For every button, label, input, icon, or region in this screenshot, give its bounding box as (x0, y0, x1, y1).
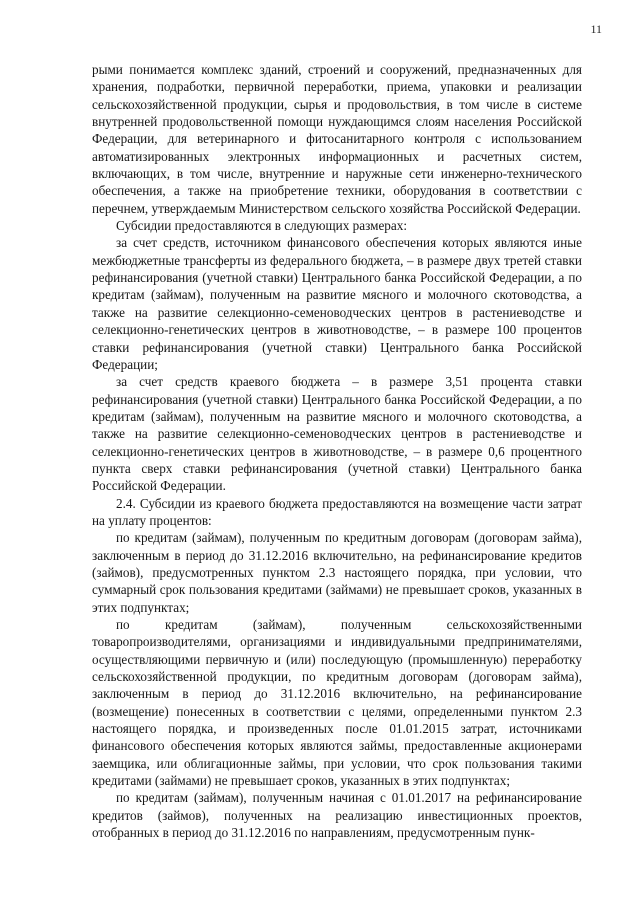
paragraph-regional-budget: за счет средств краевого бюджета – в размере 3,51 процента ставки рефинансирования (учетной ставки) Центрального банка Российской Федерации, а по кредитам (займам), полученным на развитие мясного и молочного скотоводства, а также на развитие селекционно-семеноводческих центров в растениеводстве и селекционно-генетических центров в животноводстве, – в размере 0,6 процентного пункта сверх ставки рефинансирования (учетной ставки) Центрального банка Российской Федерации. (92, 374, 582, 494)
paragraph-loans-from-2017: по кредитам (займам), полученным начиная с 01.01.2017 на рефинансирование кредитов (займов), полученных на реализацию инвестиционных проектов, отобранных в период до 31.12.2016 по направлениям, предусмотренным пунк- (92, 790, 582, 841)
paragraph-clause-2-4: 2.4. Субсидии из краевого бюджета предоставляются на возмещение части затрат на уплату процентов: (92, 495, 582, 528)
paragraph-refinancing-loans: по кредитам (займам), полученным по кредитным договорам (договорам займа), заключенным в период до 31.12.2016 включительно, на рефинансирование кредитов (займов), предусмотренных пунктом 2.3 настоящего порядка, при условии, что суммарный срок пользования кредитами (займами) не превышает сроков, указанных в этих подпунктах; (92, 530, 582, 615)
paragraph-continuation: рыми понимается комплекс зданий, строений и сооружений, предназначенных для хранения, подработки, первичной переработки, приема, упаковки и реализации сельскохозяйственной продукции, сырья и продовольствия, в том числе в системе внутренней продовольственной помощи нуждающимся слоям населения Российской Федерации, для ветеринарного и фитосанитарного контроля с использованием автоматизированных электронных информационных и расчетных систем, включающих, в том числе, внутренние и наружные сети инженерно-технического обеспечения, а также на приобретение техники, оборудования в соответствии с перечнем, утверждаемым Министерством сельского хозяйства Российской Федерации. (92, 62, 582, 216)
paragraph-producers-loans: по кредитам (займам), полученным сельскохозяйственными товаропроизводителями, организациями и индивидуальными предпринимателями, осуществляющими первичную и (или) последующую (промышленную) переработку сельскохозяйственной продукции, по кредитным договорам (договорам займа), заключенным в период до 31.12.2016 включительно, на рефинансирование (возмещение) понесенных в соответствии с целями, определенными пунктом 2.3 настоящего порядка, и произведенных после 01.01.2015 затрат, источниками финансового обеспечения которых являются займы, предоставленные акционерами заемщика, или облигационные займы, при условии, что срок пользования такими кредитами (займами) не превышает сроков, указанных в этих подпунктах; (92, 617, 582, 789)
paragraph-subsidy-sizes-intro: Субсидии предоставляются в следующих размерах: (116, 218, 408, 234)
page-number: 11 (590, 22, 602, 36)
document-body (92, 61, 582, 841)
paragraph-federal-funds: за счет средств, источником финансового обеспечения которых являются иные межбюджетные трансферты из федерального бюджета, – в размере двух третей ставки рефинансирования (учетной ставки) Центрального банка Российской Федерации, а по кредитам (займам), полученным на развитие мясного и молочного скотоводства, а также на развитие селекционно-семеноводческих центров в растениеводстве и селекционно-генетических центров в животноводстве, – в размере 100 процентов ставки рефинансирования (учетной ставки) Центрального банка Российской Федерации; (92, 235, 582, 372)
